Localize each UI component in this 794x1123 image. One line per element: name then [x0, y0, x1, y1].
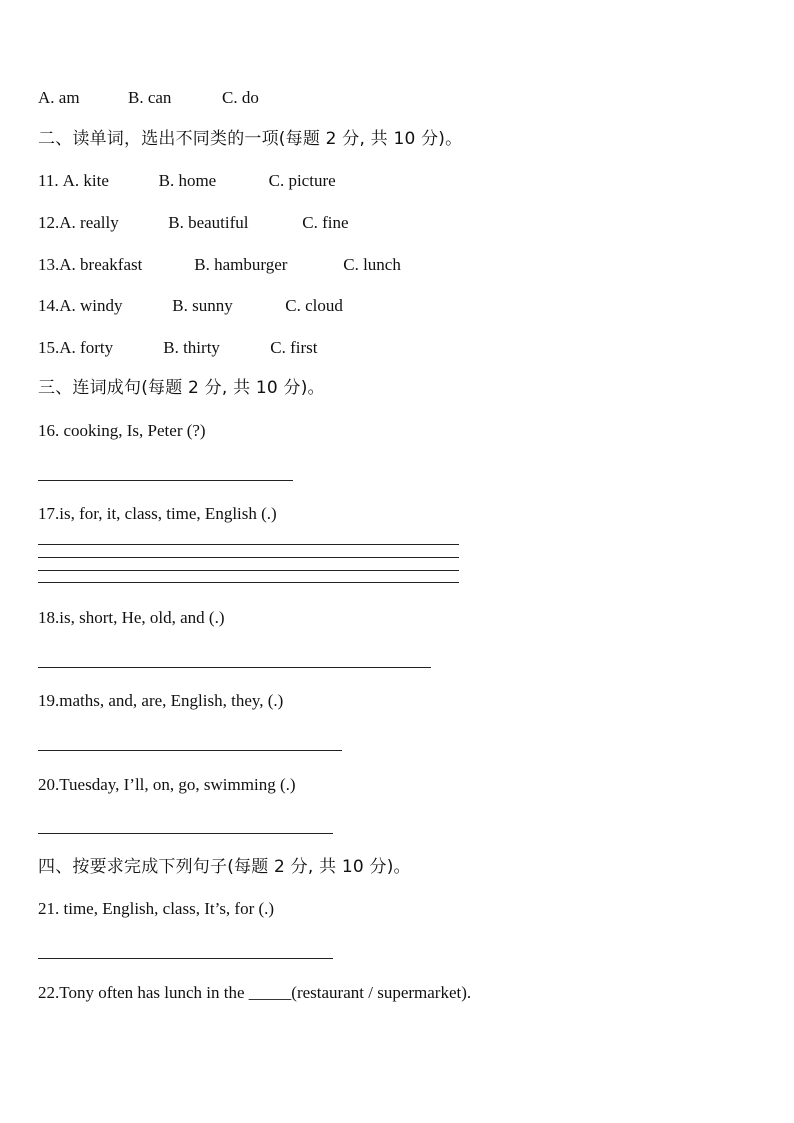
question-number: 18. [38, 608, 60, 627]
question-15 [38, 338, 317, 358]
answer-line [38, 958, 333, 959]
question-number: 19. [38, 691, 60, 710]
option-a: A. breakfast [59, 255, 143, 274]
question-20 [38, 775, 296, 795]
q10-option-c: C. do [222, 88, 259, 107]
question-text: Tuesday, I’ll, on, go, swimming (.) [59, 775, 296, 794]
section-2-heading: 二、读单词，选出不同类的一项(每题 2 分, 共 10 分)。 [38, 129, 463, 149]
option-a: A. forty [59, 338, 114, 357]
option-c: C. lunch [343, 255, 401, 274]
q10-options-row [38, 88, 259, 108]
answer-line [38, 833, 333, 834]
question-text: maths, and, are, English, they, (.) [59, 691, 284, 710]
question-17 [38, 504, 277, 524]
option-c: C. cloud [285, 296, 343, 315]
answer-line [38, 544, 459, 545]
question-19 [38, 691, 283, 711]
question-number: 22. [38, 983, 60, 1002]
question-22 [38, 983, 471, 1003]
question-13 [38, 255, 401, 275]
question-16 [38, 421, 206, 441]
question-number: 12. [38, 213, 60, 232]
question-number: 21. [38, 899, 60, 918]
option-b: B. sunny [172, 296, 233, 315]
question-11 [38, 171, 336, 191]
question-number: 13. [38, 255, 60, 274]
answer-line [38, 750, 342, 751]
option-a: A. kite [62, 171, 109, 190]
answer-line [38, 582, 459, 583]
option-a: A. really [59, 213, 119, 232]
question-text: time, English, class, It’s, for (.) [59, 899, 275, 918]
question-number: 14. [38, 296, 60, 315]
question-text: cooking, Is, Peter (?) [59, 421, 206, 440]
question-number: 15. [38, 338, 60, 357]
question-12 [38, 213, 349, 233]
option-c: C. first [270, 338, 318, 357]
question-number: 16. [38, 421, 60, 440]
question-text: Tony often has lunch in the _____(restaurant / supermarket). [59, 983, 472, 1002]
option-b: B. beautiful [168, 213, 249, 232]
option-b: B. home [158, 171, 217, 190]
section-3-heading: 三、连词成句(每题 2 分, 共 10 分)。 [38, 378, 325, 398]
answer-line [38, 557, 459, 558]
question-number: 20. [38, 775, 60, 794]
question-number: 17. [38, 504, 60, 523]
option-c: C. fine [302, 213, 349, 232]
option-c: C. picture [268, 171, 336, 190]
option-b: B. hamburger [194, 255, 288, 274]
question-21 [38, 899, 274, 919]
question-text: is, short, He, old, and (.) [59, 608, 225, 627]
question-14 [38, 296, 343, 316]
section-4-heading: 四、按要求完成下列句子(每题 2 分, 共 10 分)。 [38, 857, 411, 877]
question-text: is, for, it, class, time, English (.) [59, 504, 277, 523]
q10-option-a: A. am [38, 88, 80, 107]
option-a: A. windy [59, 296, 123, 315]
question-18 [38, 608, 225, 628]
option-b: B. thirty [163, 338, 220, 357]
q10-option-b: B. can [128, 88, 172, 107]
answer-line [38, 480, 293, 481]
answer-line [38, 667, 431, 668]
question-number: 11. [38, 171, 59, 190]
answer-line [38, 570, 459, 571]
